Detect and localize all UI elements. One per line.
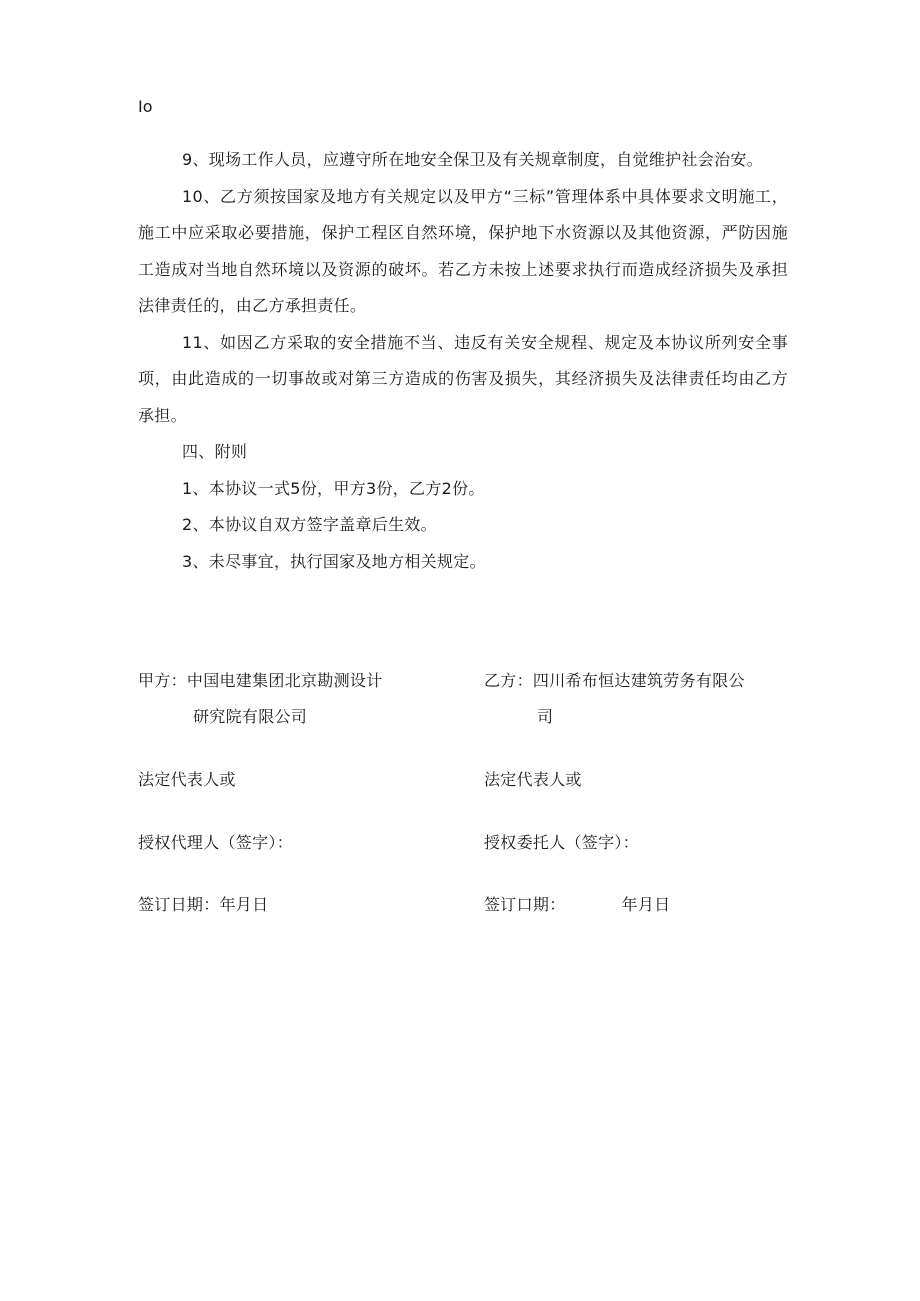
- party-b-date-value: 年月日: [621, 895, 671, 914]
- clause-11: 11、如因乙方采取的安全措施不当、违反有关安全规程、规定及本协议所列安全事项，由此造成的一切事故或对第三方造成的伤害及损失，其经济损失及法律责任均由乙方承担。: [138, 332, 788, 425]
- party-b-date-label: 签订口期：: [484, 895, 566, 914]
- page-fragment-text: Io: [138, 97, 153, 116]
- appendix-item-2: 2、本协议自双方签字盖章后生效。: [182, 515, 437, 534]
- appendix-item-1: 1、本协议一式5份，甲方3份，乙方2份。: [182, 478, 485, 498]
- clause-10: 10、乙方须按国家及地方有关规定以及甲方“三标”管理体系中具体要求文明施工，施工中应采取必要措施，保护工程区自然环境，保护地下水资源以及其他资源，严防因施工造成对当地自然环境以及资源的破坏。若乙方未按上述要求执行而造成经济损失及承担法律责任的，由乙方承担责任。: [138, 186, 788, 315]
- party-a-sign-date: 签订日期：年月日: [138, 895, 269, 914]
- party-b-name-line2: 司: [537, 707, 554, 726]
- party-b-representative: 法定代表人或: [484, 770, 582, 789]
- party-a-name-line1: 甲方：中国电建集团北京勘测设计: [138, 671, 383, 690]
- party-b-name-line1: 乙方：四川希布恒达建筑劳务有限公: [484, 671, 745, 690]
- appendix-item-3: 3、未尽事宜，执行国家及地方相关规定。: [182, 551, 486, 571]
- party-a-representative: 法定代表人或: [138, 770, 236, 789]
- section-heading-appendix: 四、附则: [182, 442, 248, 461]
- party-a-agent-signature: 授权代理人（签字）：: [138, 833, 294, 852]
- party-b-agent-signature: 授权委托人（签字）：: [484, 833, 640, 852]
- agreement-body: [138, 142, 788, 580]
- party-a-name-line2: 研究院有限公司: [193, 707, 308, 726]
- party-b-sign-date: [484, 894, 670, 916]
- clause-9: 9、现场工作人员，应遵守所在地安全保卫及有关规章制度，自觉维护社会治安。: [182, 150, 763, 169]
